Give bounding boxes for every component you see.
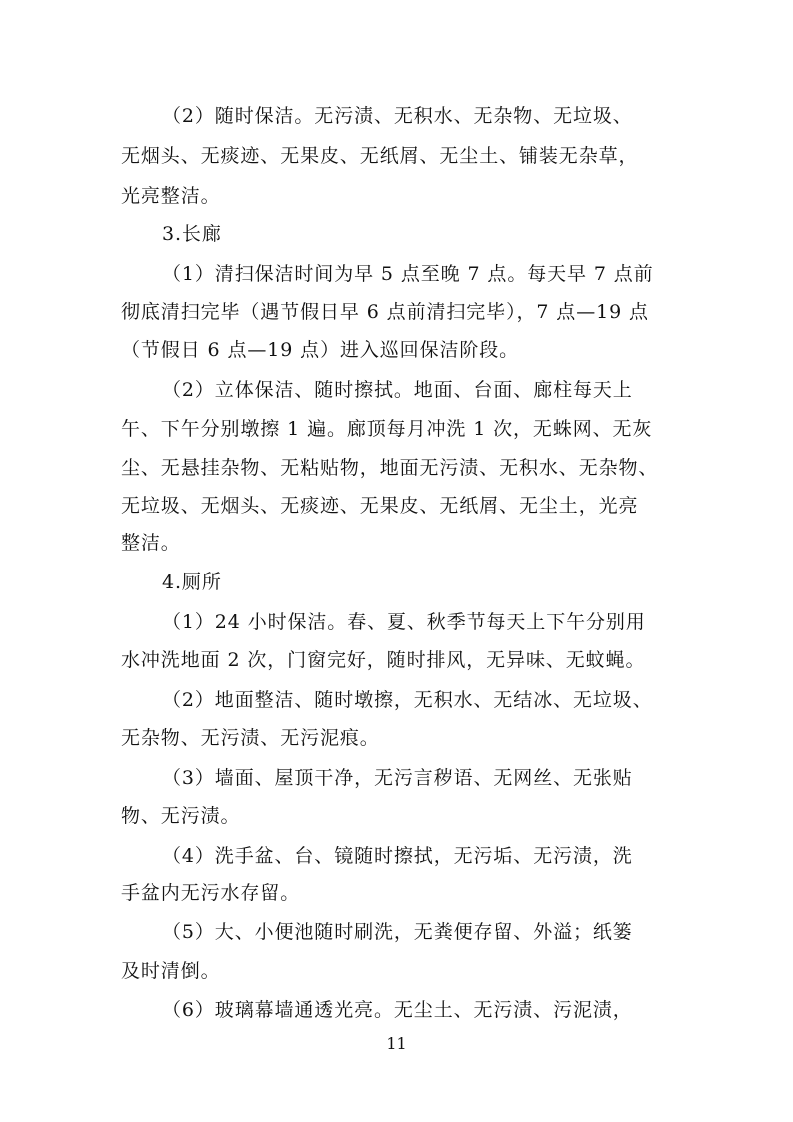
text-line: 手盆内无污水存留。 (121, 882, 301, 904)
text-line: （5）大、小便池随时刷洗，无粪便存留、外溢；纸篓 (162, 921, 633, 943)
text-line: 彻底清扫完毕（遇节假日早 6 点前清扫完毕），7 点—19 点 (121, 301, 649, 323)
text-line: （6）玻璃幕墙通透光亮。无尘土、无污渍、污泥渍， (162, 999, 633, 1021)
text-line: （1）清扫保洁时间为早 5 点至晚 7 点。每天早 7 点前 (162, 263, 654, 285)
section-heading: 3.长廊 (162, 223, 222, 245)
text-line: 无烟头、无痰迹、无果皮、无纸屑、无尘土、铺装无杂草， (121, 145, 639, 167)
text-line: （2）随时保洁。无污渍、无积水、无杂物、无垃圾、 (162, 105, 633, 127)
page-number: 11 (386, 1034, 407, 1053)
text-line: 尘、无悬挂杂物、无粘贴物，地面无污渍、无积水、无杂物、 (121, 457, 659, 479)
text-line: （1）24 小时保洁。春、夏、秋季节每天上下午分别用 (162, 611, 646, 633)
text-line: 水冲洗地面 2 次，门窗完好，随时排风，无异味、无蚊蝇。 (121, 649, 646, 671)
text-line: 无杂物、无污渍、无污泥痕。 (121, 727, 380, 749)
text-line: 无垃圾、无烟头、无痰迹、无果皮、无纸屑、无尘土，光亮 (121, 495, 639, 517)
text-line: 及时清倒。 (121, 960, 221, 982)
text-line: （4）洗手盆、台、镜随时擦拭，无污垢、无污渍，洗 (162, 845, 633, 867)
text-line: 光亮整洁。 (121, 185, 221, 207)
section-heading: 4.厕所 (162, 571, 222, 593)
text-line: （3）墙面、屋顶干净，无污言秽语、无网丝、无张贴 (162, 767, 633, 789)
text-line: （2）立体保洁、随时擦拭。地面、台面、廊柱每天上 (162, 379, 633, 401)
text-line: （2）地面整洁、随时墩擦，无积水、无结冰、无垃圾、 (162, 689, 653, 711)
text-line: 物、无污渍。 (121, 805, 241, 827)
text-line: （节假日 6 点—19 点）进入巡回保洁阶段。 (121, 339, 520, 361)
text-line: 午、下午分别墩擦 1 遍。廊顶每月冲洗 1 次，无蛛网、无灰 (121, 418, 653, 440)
text-line: 整洁。 (121, 532, 181, 554)
